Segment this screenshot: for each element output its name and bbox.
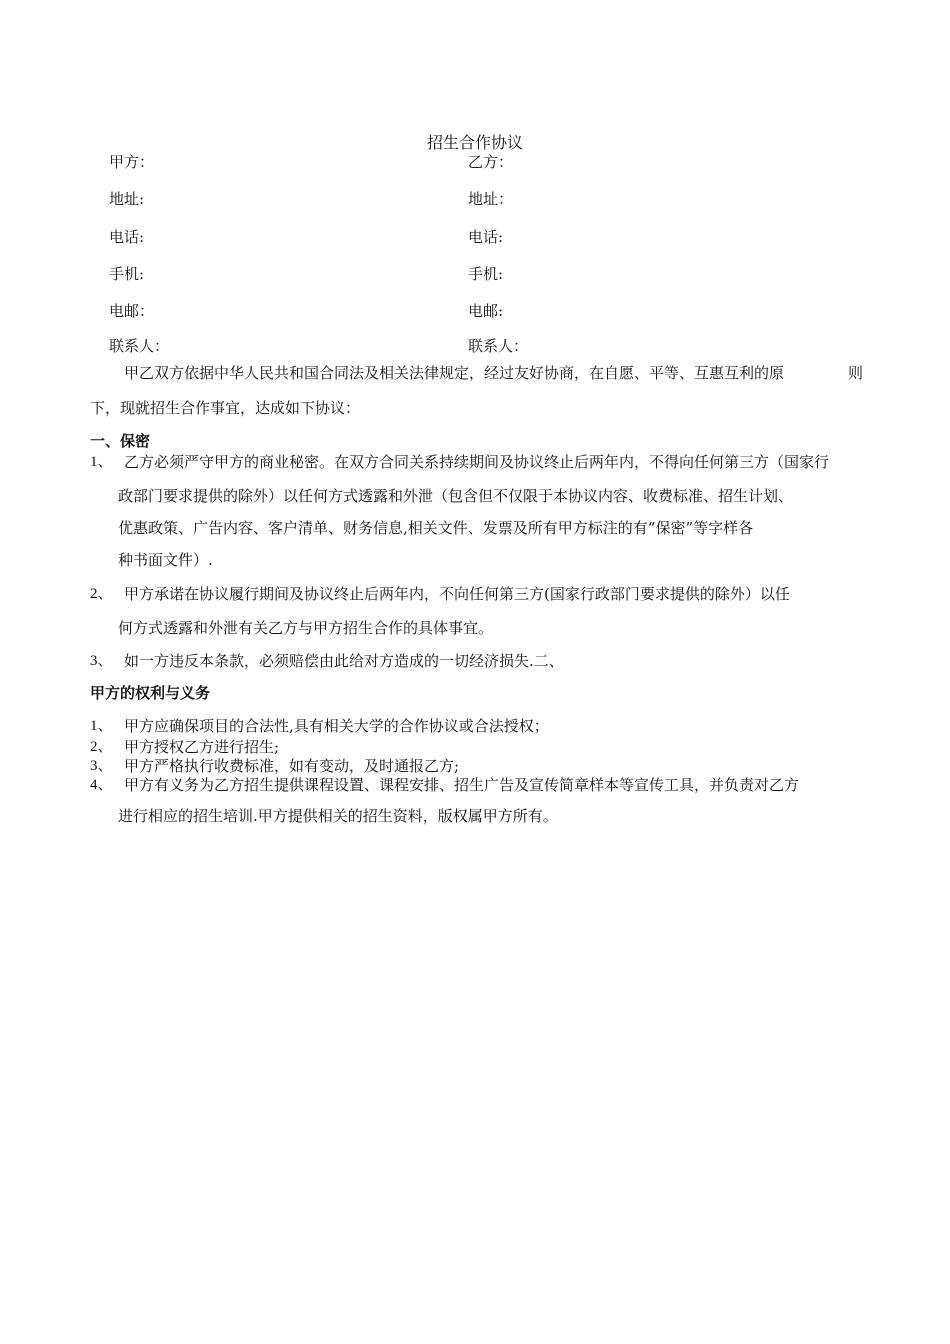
section-1-heading: 一、保密 (90, 432, 151, 450)
clause-text-line: 甲方有义务为乙方招生提供课程设置、课程安排、招生广告及宣传简章样本等宣传工具，并负责对乙方 (124, 776, 800, 794)
clause-number: 3、 (90, 653, 113, 669)
document-title: 招生合作协议 (426, 133, 523, 152)
clause-text-line: 何方式透露和外泄有关乙方与甲方招生合作的具体事宜。 (118, 619, 494, 637)
party-a-address-label: 地址: (109, 190, 145, 208)
clause-text-line: 甲方授权乙方进行招生; (124, 738, 280, 756)
preamble-line-1-end: 则 (848, 364, 864, 382)
party-a-mobile-label: 手机: (109, 265, 145, 283)
party-b-name-label: 乙方： (468, 153, 514, 171)
clause-text-line: 优惠政策、广告内容、客户清单、财务信息,相关文件、发票及所有甲方标注的有“保密”等字样各 (118, 519, 754, 537)
party-b-contact-label: 联系人： (468, 337, 529, 355)
preamble-line-2: 下，现就招生合作事宜，达成如下协议： (90, 399, 361, 417)
preamble-line-1: 甲乙双方依据中华人民共和国合同法及相关法律规定，经过友好协商，在自愿、平等、互惠互利的原 (124, 364, 785, 382)
party-a-name-label: 甲方： (109, 153, 155, 171)
clause-text-line: 种书面文件）. (118, 551, 213, 569)
clause-text-line: 甲方严格执行收费标准，如有变动，及时通报乙方; (124, 757, 460, 775)
party-b-mobile-label: 手机: (468, 265, 504, 283)
clause-text-line: 政部门要求提供的除外）以任何方式透露和外泄（包含但不仅限于本协议内容、收费标准、招生计划、 (118, 487, 794, 505)
clause-number: 1、 (90, 718, 113, 734)
party-a-email-label: 电邮： (109, 302, 155, 320)
section-2-heading: 甲方的权利与义务 (90, 684, 211, 702)
clause-number: 2、 (90, 586, 113, 602)
party-a-contact-label: 联系人： (109, 337, 170, 355)
clause-number: 3、 (90, 758, 113, 774)
clause-number: 1、 (90, 454, 113, 470)
party-b-address-label: 地址： (468, 190, 514, 208)
party-a-phone-label: 电话: (109, 228, 145, 246)
clause-text-line: 乙方必须严守甲方的商业秘密。在双方合同关系持续期间及协议终止后两年内，不得向任何第三方（国家行 (124, 453, 830, 471)
clause-text-line: 甲方应确保项目的合法性,具有相关大学的合作协议或合法授权； (124, 717, 549, 735)
clause-number: 4、 (90, 777, 113, 793)
clause-text-line: 如一方违反本条款，必须赔偿由此给对方造成的一切经济损失.二、 (124, 652, 564, 670)
clause-text-line: 甲方承诺在协议履行期间及协议终止后两年内，不向任何第三方(国家行政部门要求提供的除外）以任 (124, 585, 790, 603)
party-b-email-label: 电邮: (468, 302, 504, 320)
clause-number: 2、 (90, 739, 113, 755)
clause-text-line: 进行相应的招生培训.甲方提供相关的招生资料，版权属甲方所有。 (118, 807, 558, 825)
party-b-phone-label: 电话: (468, 228, 504, 246)
